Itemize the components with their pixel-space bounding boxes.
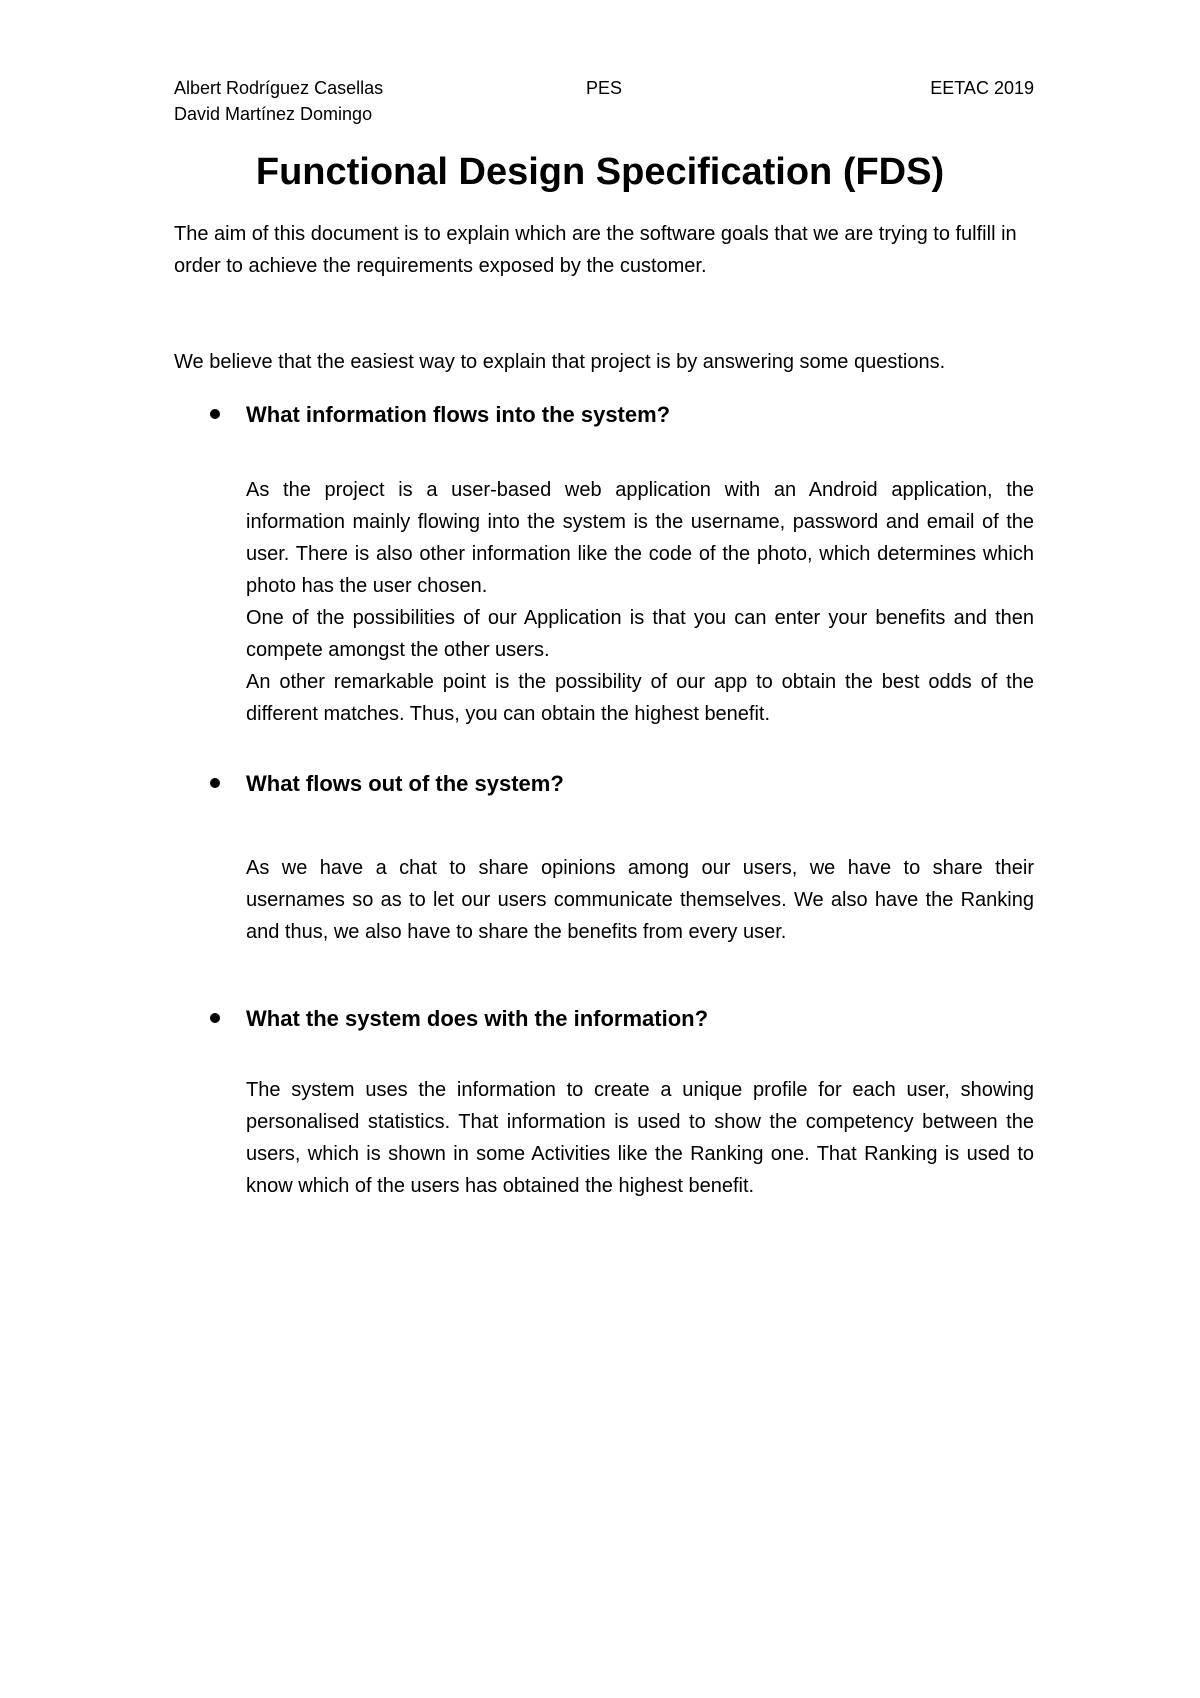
section-1-answer (246, 474, 1034, 730)
intro-paragraph: The aim of this document is to explain which are the software goals that we are trying to fulfill in order to achieve the requirements exposed by the customer. (174, 223, 1017, 277)
section-3-answer (246, 1074, 1034, 1202)
section-1-paragraph-2: One of the possibilities of our Application is that you can enter your benefits and then compete amongst the other users. (246, 607, 1034, 661)
section-1-question: What information flows into the system? (246, 402, 671, 427)
section-3-heading (0, 1001, 1200, 1037)
section-2-heading (0, 766, 1200, 802)
bullet-icon (210, 409, 220, 419)
header-author-1: Albert Rodríguez Casellas (174, 78, 384, 98)
section-1-paragraph-3: An other remarkable point is the possibility of our app to obtain the best odds of the different matches. Thus, you can obtain the highest benefit. (246, 671, 1034, 725)
bullet-icon (210, 1013, 220, 1023)
header-school-year: EETAC 2019 (930, 78, 1034, 98)
section-3-question: What the system does with the information? (246, 1006, 709, 1031)
section-2-answer (246, 852, 1034, 948)
bullet-icon (210, 778, 220, 788)
section-1-paragraph-1: As the project is a user-based web application with an Android application, the information mainly flowing into the system is the username, password and email of the user. There is also other information like the code of the photo, which determines which photo has the user chosen. (246, 479, 1034, 597)
section-1-heading (0, 397, 1200, 433)
section-2-question: What flows out of the system? (246, 771, 564, 796)
document-title: Functional Design Specification (FDS) (255, 151, 945, 193)
header-course: PES (586, 78, 623, 98)
header-author-2: David Martínez Domingo (174, 104, 373, 124)
questions-intro-paragraph: We believe that the easiest way to explain that project is by answering some questions. (174, 351, 946, 373)
section-2-paragraph-1: As we have a chat to share opinions among our users, we have to share their usernames so as to let our users communicate themselves. We also have the Ranking and thus, we also have to share the benefits from every user. (246, 857, 1034, 943)
section-3-paragraph-1: The system uses the information to create a unique profile for each user, showing personalised statistics. That information is used to show the competency between the users, which is shown in some Activities like the Ranking one. That Ranking is used to know which of the users has obtained the highest benefit. (246, 1079, 1034, 1197)
